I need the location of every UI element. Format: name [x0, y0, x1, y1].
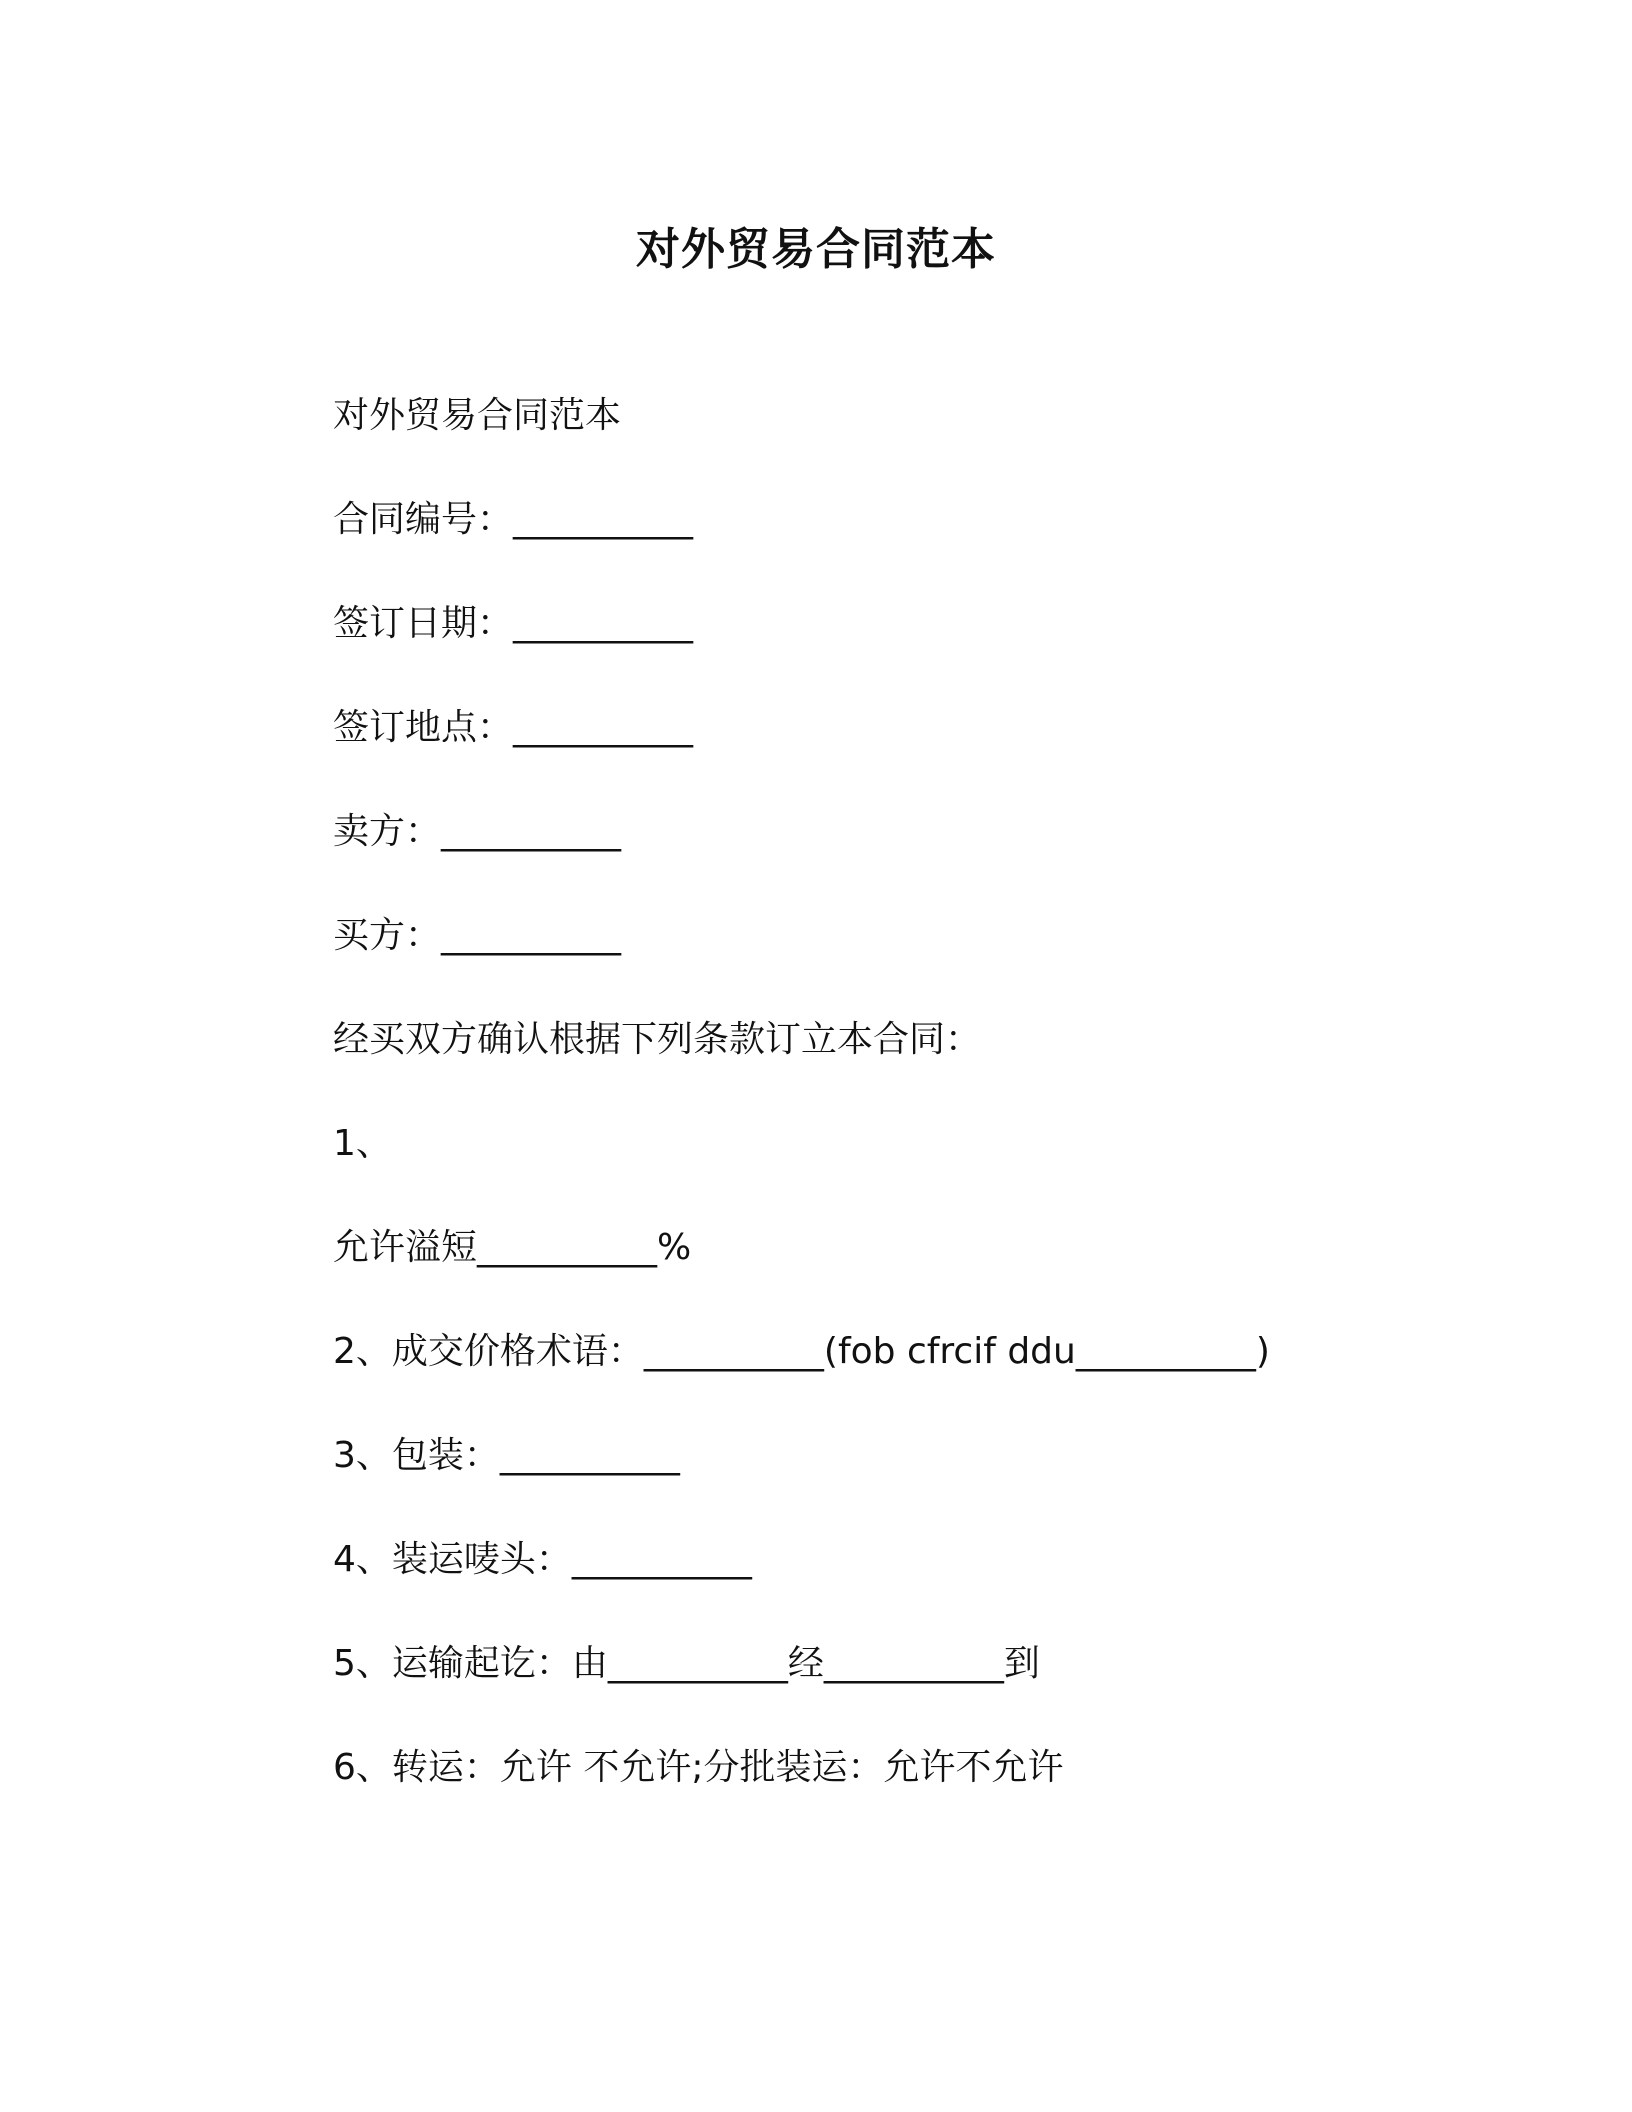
- agreement-statement-line: 经买双方确认根据下列条款订立本合同：: [333, 1019, 982, 1060]
- clause-3-packing-line: 3、包装：__________: [333, 1435, 680, 1476]
- contract-number-line: 合同编号：__________: [333, 499, 694, 540]
- clause-4-shipping-mark-line: 4、装运唛头：__________: [333, 1539, 752, 1580]
- clause-5-transport-route-line: 5、运输起讫：由__________经__________到: [333, 1643, 1040, 1684]
- signing-place-line: 签订地点：__________: [333, 707, 694, 748]
- clause-1-line: 1、: [333, 1123, 392, 1164]
- buyer-line: 买方：__________: [333, 915, 622, 956]
- clause-6-transshipment-line: 6、转运：允许 不允许;分批装运：允许不允许: [333, 1747, 1064, 1788]
- clause-2-price-terms-line: 2、成交价格术语：__________(fob cfrcif ddu__________): [333, 1331, 1270, 1372]
- signing-date-line: 签订日期：__________: [333, 603, 694, 644]
- seller-line: 卖方：__________: [333, 811, 622, 852]
- tolerance-line: 允许溢短__________%: [333, 1227, 692, 1268]
- document-body: [333, 392, 1433, 1848]
- subtitle-line: 对外贸易合同范本: [333, 395, 622, 436]
- document-title: 对外贸易合同范本: [636, 224, 996, 275]
